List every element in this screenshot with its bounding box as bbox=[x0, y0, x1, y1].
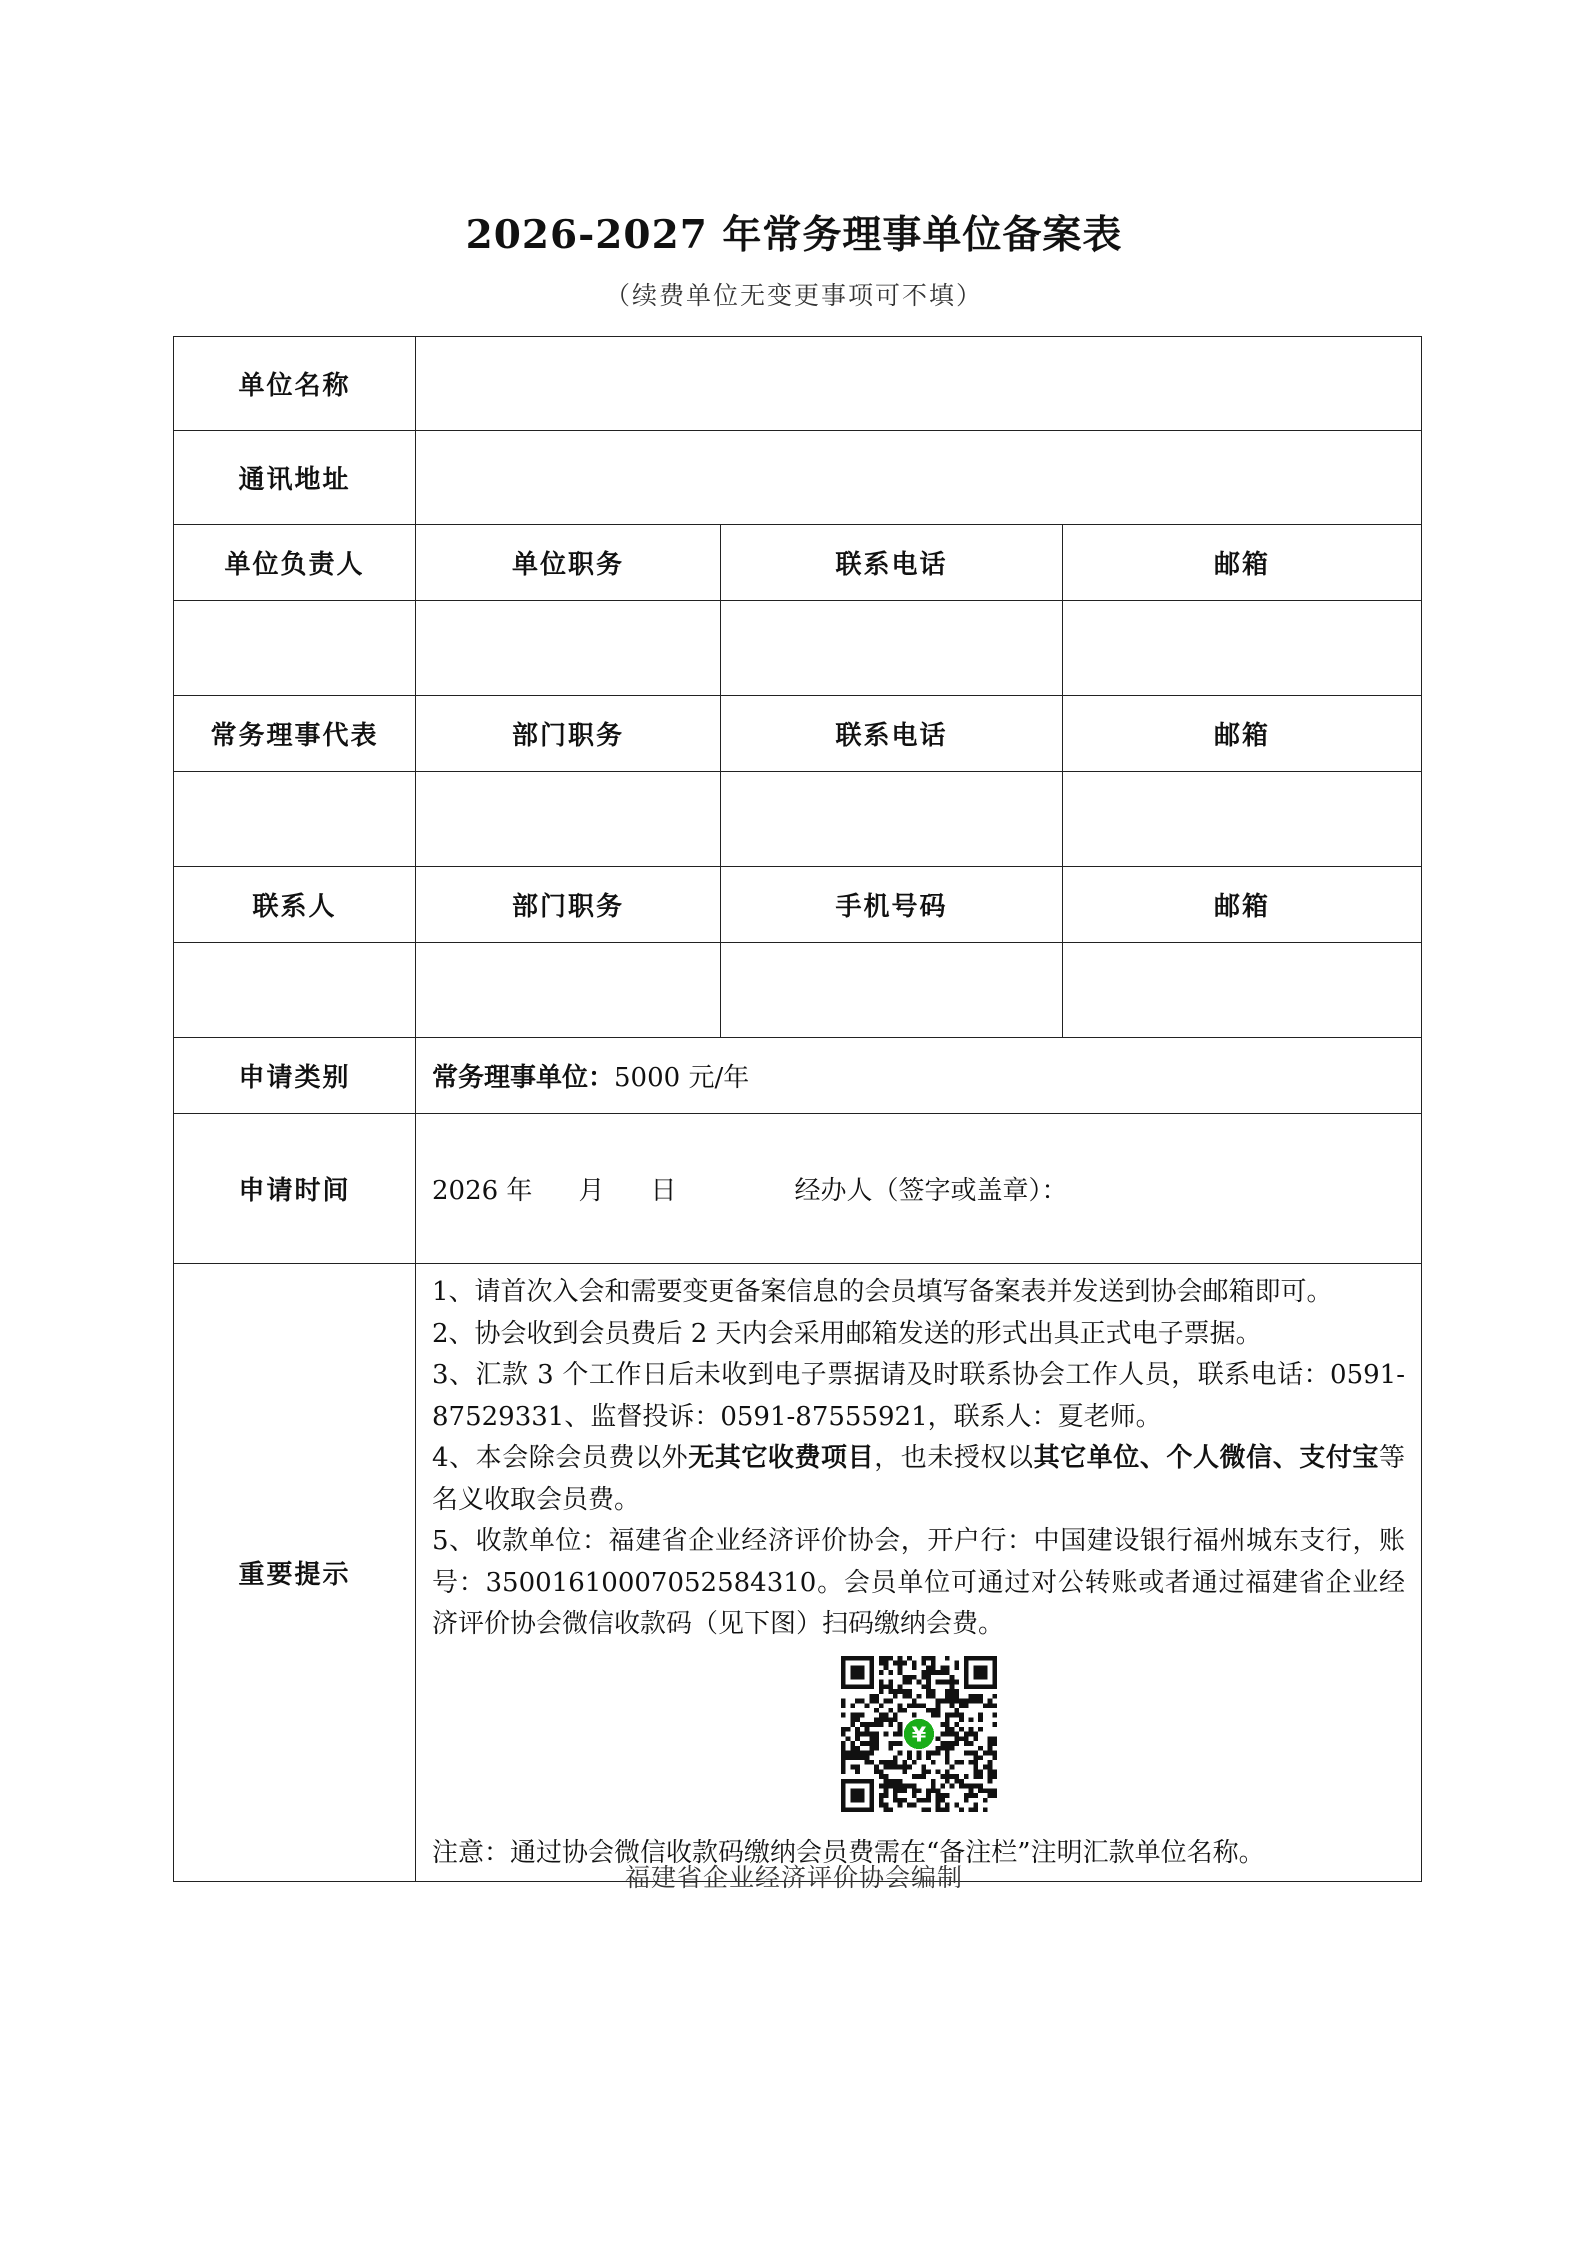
contact-input-row bbox=[174, 943, 1422, 1038]
head-email-header: 邮箱 bbox=[1063, 525, 1422, 601]
head-email-field[interactable] bbox=[1063, 601, 1422, 696]
address-label: 通讯地址 bbox=[174, 431, 416, 525]
address-row bbox=[174, 431, 1422, 525]
time-signer: 经办人（签字或盖章）： bbox=[794, 1176, 1068, 1206]
contact-name-field[interactable] bbox=[174, 943, 416, 1038]
contact-email-header: 邮箱 bbox=[1063, 867, 1422, 943]
note-1: 1、请首次入会和需要变更备案信息的会员填写备案表并发送到协会邮箱即可。 bbox=[432, 1277, 1333, 1307]
qr-container bbox=[432, 1646, 1405, 1834]
contact-mobile-field[interactable] bbox=[721, 943, 1063, 1038]
head-phone-header: 联系电话 bbox=[721, 525, 1063, 601]
footer-compiler: 福建省企业经济评价协会编制 bbox=[624, 1863, 963, 1892]
head-name-field[interactable] bbox=[174, 601, 416, 696]
representative-email-field[interactable] bbox=[1063, 772, 1422, 867]
representative-email-header: 邮箱 bbox=[1063, 696, 1422, 772]
category-type: 常务理事单位： bbox=[432, 1063, 615, 1093]
time-row bbox=[174, 1114, 1422, 1264]
representative-label: 常务理事代表 bbox=[174, 696, 416, 772]
category-fee: 5000 元/年 bbox=[614, 1063, 750, 1093]
head-header-row bbox=[174, 525, 1422, 601]
notes-content bbox=[416, 1264, 1422, 1882]
note-2: 2、协会收到会员费后 2 天内会采用邮箱发送的形式出具正式电子票据。 bbox=[432, 1318, 1262, 1349]
notes-row bbox=[174, 1264, 1422, 1882]
contact-header-row bbox=[174, 867, 1422, 943]
representative-input-row bbox=[174, 772, 1422, 867]
contact-position-field[interactable] bbox=[416, 943, 721, 1038]
time-year: 2026 年 bbox=[432, 1176, 533, 1206]
note-4: 4、本会除会员费以外无其它收费项目，也未授权以其它单位、个人微信、支付宝等名义收取会员费。 bbox=[432, 1443, 1405, 1515]
time-value[interactable] bbox=[416, 1114, 1422, 1264]
unit-name-row bbox=[174, 337, 1422, 431]
representative-name-field[interactable] bbox=[174, 772, 416, 867]
note-payment-remark: 注意：通过协会微信收款码缴纳会员费需在“备注栏”注明汇款单位名称。 bbox=[432, 1838, 1265, 1868]
representative-phone-field[interactable] bbox=[721, 772, 1063, 867]
wechat-payment-qr-code bbox=[841, 1656, 997, 1812]
representative-position-field[interactable] bbox=[416, 772, 721, 867]
note-5: 5、收款单位：福建省企业经济评价协会，开户行：中国建设银行福州城东支行，账号：35001610007052584310。会员单位可通过对公转账或者通过福建省企业经济评价协会微信收款码（见下图）扫码缴纳会费。 bbox=[432, 1526, 1406, 1639]
head-input-row bbox=[174, 601, 1422, 696]
head-position-header: 单位职务 bbox=[416, 525, 721, 601]
time-day: 日 bbox=[650, 1176, 677, 1206]
contact-position-header: 部门职务 bbox=[416, 867, 721, 943]
page-subtitle: （续费单位无变更事项可不填） bbox=[604, 281, 983, 310]
unit-name-field[interactable] bbox=[416, 337, 1422, 431]
contact-email-field[interactable] bbox=[1063, 943, 1422, 1038]
unit-name-label: 单位名称 bbox=[174, 337, 416, 431]
address-field[interactable] bbox=[416, 431, 1422, 525]
category-row bbox=[174, 1038, 1422, 1114]
contact-label: 联系人 bbox=[174, 867, 416, 943]
time-label: 申请时间 bbox=[174, 1114, 416, 1264]
representative-position-header: 部门职务 bbox=[416, 696, 721, 772]
yuan-symbol-icon: ¥ bbox=[911, 1722, 926, 1747]
category-value bbox=[416, 1038, 1422, 1114]
category-label: 申请类别 bbox=[174, 1038, 416, 1114]
head-phone-field[interactable] bbox=[721, 601, 1063, 696]
head-position-field[interactable] bbox=[416, 601, 721, 696]
registration-form-table bbox=[173, 336, 1422, 1882]
head-label: 单位负责人 bbox=[174, 525, 416, 601]
representative-phone-header: 联系电话 bbox=[721, 696, 1063, 772]
note-3: 3、汇款 3 个工作日后未收到电子票据请及时联系协会工作人员，联系电话：0591-87529331、监督投诉：0591-87555921，联系人：夏老师。 bbox=[432, 1360, 1406, 1432]
notes-label: 重要提示 bbox=[174, 1264, 416, 1882]
representative-header-row bbox=[174, 696, 1422, 772]
contact-mobile-header: 手机号码 bbox=[721, 867, 1063, 943]
page-title: 2026-2027 年常务理事单位备案表 bbox=[465, 212, 1123, 258]
time-month: 月 bbox=[578, 1176, 605, 1206]
